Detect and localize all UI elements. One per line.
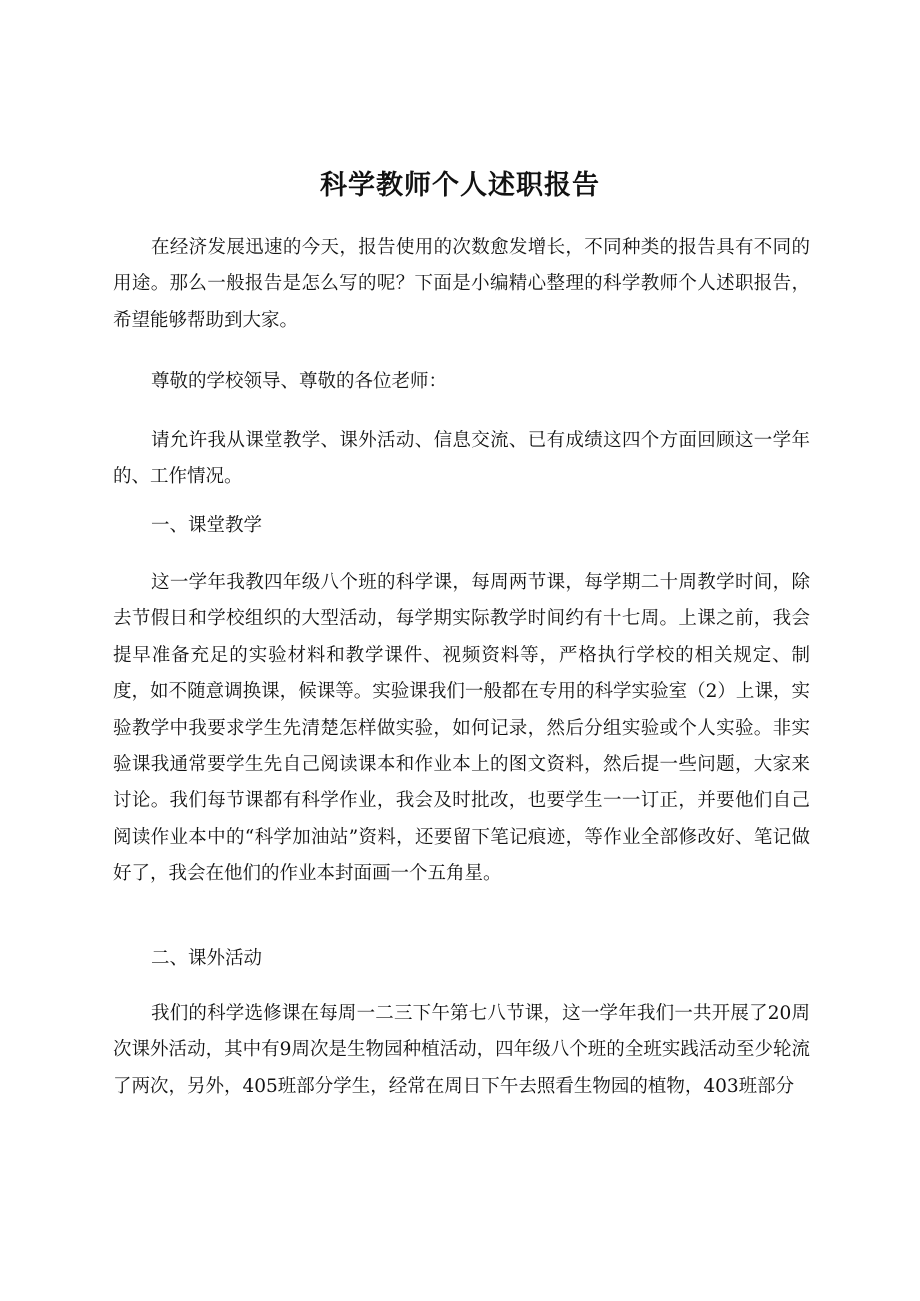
section-heading-classroom: 一、课堂教学 (151, 515, 263, 536)
section-body-classroom: 这一学年我教四年级八个班的科学课，每周两节课，每学期二十周教学时间，除去节假日和学校组织的大型活动，每学期实际教学时间约有十七周。上课之前，我会提早准备充足的实验材料和教学课件、视频资料等，严格执行学校的相关规定、制度，如不随意调换课，候课等。实验课我们一般都在专用的科学实验室（2）上课，实验教学中我要求学生先清楚怎样做实验，如何记录，然后分组实验或个人实验。非实验课我通常要学生先自己阅读课本和作业本上的图文资料，然后提一些问题，大家来讨论。我们每节课都有科学作业，我会及时批改，也要学生一一订正，并要他们自己阅读作业本中的“科学加油站”资料，还要留下笔记痕迹，等作业全部修改好、笔记做好了，我会在他们的作业本封面画一个五角星。 (113, 572, 810, 885)
section-heading-activities: 二、课外活动 (151, 948, 263, 969)
salutation: 尊敬的学校领导、尊敬的各位老师： (151, 371, 448, 392)
section-body-activities: 我们的科学选修课在每周一二三下午第七八节课，这一学年我们一共开展了20周次课外活动，其中有9周次是生物园种植活动，四年级八个班的全班实践活动至少轮流了两次，另外，405班部分学生，经常在周日下午去照看生物园的植物，403班部分 (113, 1003, 810, 1097)
intro-paragraph: 在经济发展迅速的今天，报告使用的次数愈发增长，不同种类的报告具有不同的用途。那么一般报告是怎么写的呢？下面是小编精心整理的科学教师个人述职报告，希望能够帮助到大家。 (113, 237, 810, 331)
document-title: 科学教师个人述职报告 (320, 170, 600, 201)
opening-paragraph: 请允许我从课堂教学、课外活动、信息交流、已有成绩这四个方面回顾这一学年的、工作情况。 (113, 430, 810, 488)
